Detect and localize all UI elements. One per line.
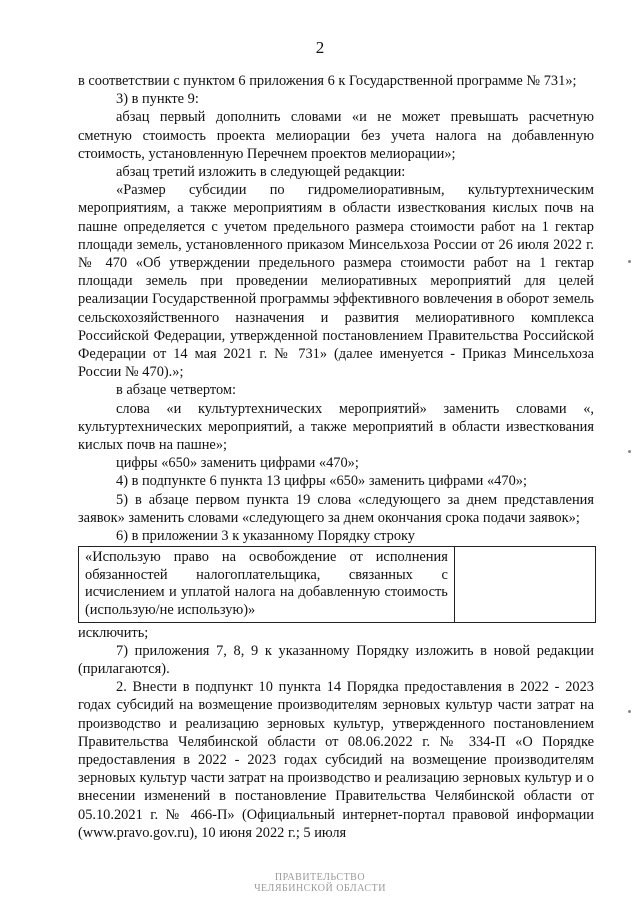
paragraph-section-2: 2. Внести в подпункт 10 пункта 14 Порядка предоставления в 2022 - 2023 годах субсидий на возмещение производителям зерновых культур части затрат на производство и реализацию зерновых культур, утвержденного постановлением Правительства Челябинской области от 08.06.2022 г. № 334-П «О Порядке предоставления в 2022 - 2023 годах субсидий на возмещение производителям зерновых культур части затрат на производство и реализацию зерновых культур и о внесении изменений в постановление Правительства Челябинской области от 05.10.2021 г. № 466-П» (Официальный интернет-портал правовой информации (www.pravo.gov.ru), 10 июня 2022 г.; 5 июля: [78, 679, 594, 841]
scan-margin-marks: [628, 120, 638, 720]
page-number: 2: [315, 38, 325, 57]
paragraph-item-3: 3) в пункте 9:: [116, 91, 199, 108]
paragraph-subsidy-size: «Размер субсидии по гидромелиоративным, культуртехническим мероприятиям, а также мероприятиям в области известкования кислых почв на пашне определяется с учетом предельного размера стоимости работ на 1 гектар площади земель, установленного приказом Минсельхоза России от 26 июля 2022 г. № 470 «Об утверждении предельного размера стоимости работ на 1 гектар площади земель при проведении мелиоративных мероприятий для целей реализации Государственной программы эффективного вовлечения в оборот земель сельскохозяйственного назначения и развития мелиоративного комплекса Российской Федерации, утвержденной постановлением Правительства Российской Федерации от 14 мая 2021 г. № 731» (далее именуется - Приказ Минсельхоза России № 470).»;: [78, 182, 594, 381]
paragraph-abzac-3-intro: абзац третий изложить в следующей редакции:: [116, 164, 406, 181]
paragraph-item-5: 5) в абзаце первом пункта 19 слова «следующего за днем представления заявок» заменить словами «следующего за днем окончания срока подачи заявок»;: [78, 491, 594, 526]
paragraph-words-replace: слова «и культуртехнических мероприятий» заменить словами «, культуртехнических мероприятий, а также мероприятий в области известкования кислых почв на пашне»;: [78, 400, 594, 454]
paragraph-digits-replace: цифры «650» заменить цифрами «470»;: [116, 455, 359, 472]
paragraph-item-7: 7) приложения 7, 8, 9 к указанному Порядку изложить в новой редакции (прилагаются).: [78, 642, 594, 678]
paragraph-continuation: в соответствии с пунктом 6 приложения 6 к Государственной программе № 731»;: [78, 73, 577, 89]
paragraph-exclude: исключить;: [78, 624, 149, 641]
paragraph-abzac-1: абзац первый дополнить словами «и не может превышать расчетную сметную стоимость проекта мелиорации без учета налога на добавленную стоимость, установленную Перечнем проектов мелиорации»;: [78, 109, 594, 162]
table-cell-empty: [454, 547, 595, 622]
stamp-line-2: ЧЕЛЯБИНСКОЙ ОБЛАСТИ: [254, 883, 386, 894]
document-body: [78, 72, 594, 842]
paragraph-item-6: 6) в приложении 3 к указанному Порядку строку: [116, 528, 415, 545]
stamp-line-1: ПРАВИТЕЛЬСТВО: [274, 872, 366, 883]
paragraph-abzac-4-intro: в абзаце четвертом:: [116, 382, 237, 399]
table-row: [79, 547, 596, 622]
excluded-row-table: [78, 546, 596, 622]
paragraph-item-4: 4) в подпункте 6 пункта 13 цифры «650» заменить цифрами «470»;: [116, 473, 527, 490]
table-cell-text: «Использую право на освобождение от исполнения обязанностей налогоплательщика, связанных с исчислением и уплатой налога на добавленную стоимость (использую/не использую)»: [79, 547, 455, 622]
government-stamp: [0, 872, 640, 894]
